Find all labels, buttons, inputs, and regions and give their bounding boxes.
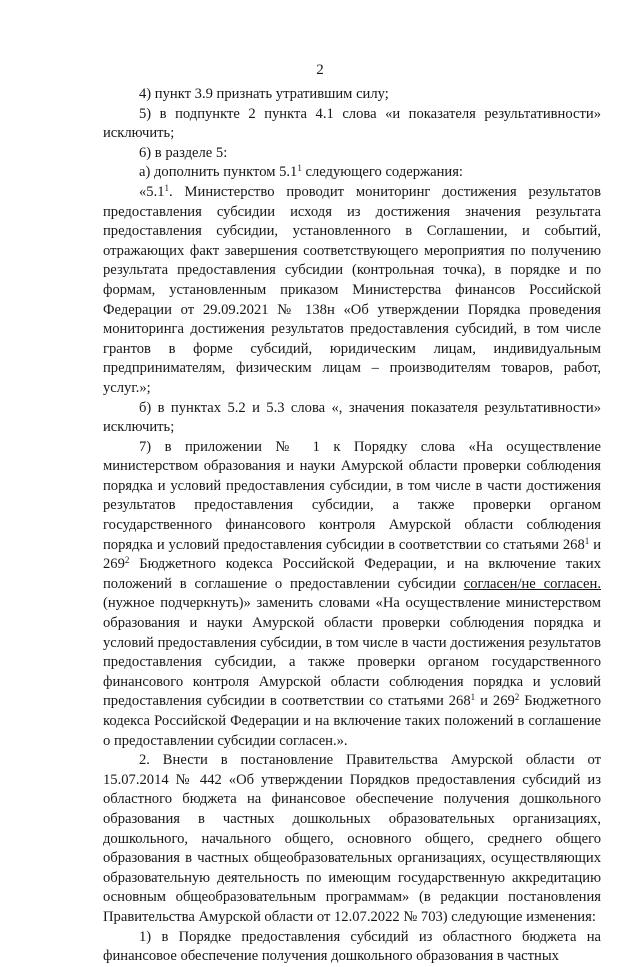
paragraph-item-7 [103,438,601,752]
page-number: 2 [316,62,324,78]
text-run: (нужное подчеркнуть)» заменить словами «На осуществление министерством образования и науки Амурской области проверки соблюдения порядка и условий предоставления субсидии, в том числе в части достижения результатов предоставления субсидии, а также проверки органом государственного финансового контроля Амурской области соблюдения порядка и условий предоставления субсидии в соответствии со статьями 268 [103,595,601,710]
text-run: а) дополнить пунктом 5.1 [139,164,298,181]
underlined-text: согласен/не согласен. [463,575,601,592]
paragraph-item-5: 5) в подпункте 2 пункта 4.1 слова «и показателя результативности» исключить; [103,105,601,142]
superscript: 2 [514,692,520,703]
text-run: 7) в приложении № 1 к Порядку слова «На осуществление министерством образования и науки Амурской области проверки соблюдения порядка и условий предоставления субсидии, в том числе в части достижения результатов предоставления субсидии, а также проверки органом государственного финансового контроля Амурской области соблюдения порядка и условий предоставления субсидии в соответствии со статьями 268 [103,438,601,553]
text-run: и 269 [475,693,515,710]
text-run: следующего содержания: [301,164,463,181]
paragraph-subitem-a [103,163,601,183]
superscript: 1 [164,182,170,193]
text-run: . Министерство проводит мониторинг достижения результатов предоставления субсидии исходя из достижения значения результата предоставления субсидии, установленного в Соглашении, и событий, отражающих факт завершения соответствующего мероприятия по получению результата предоставления субсидии (контрольная точка), в порядке и по формам, установленным приказом Министерства финансов Российской Федерации от 29.09.2021 № 138н «Об утверждении Порядка проведения мониторинга достижения результатов предоставления субсидий, в том числе грантов в форме субсидий, юридическим лицам, индивидуальным предпринимателям, физическим лицам – производителям товаров, работ, услуг.»; [103,183,601,396]
text-run: «5.1 [139,183,165,200]
superscript: 1 [584,535,590,546]
superscript: 1 [470,692,476,703]
paragraph-clause-2-item-1: 1) в Порядке предоставления субсидий из областного бюджета на финансовое обеспечение получения дошкольного образования в частных [103,928,601,965]
superscript: 2 [124,555,130,566]
text-run: и 269 [103,536,602,573]
paragraph-subitem-b: б) в пунктах 5.2 и 5.3 слова «, значения показателя результативности» исключить; [103,399,601,436]
text-run: Бюджетного кодекса Российской Федерации и на включение таких положений в соглашение о предоставлении субсидии согласен.». [103,693,601,749]
superscript: 1 [297,163,302,174]
paragraph-section-5: 6) в разделе 5: [139,144,228,161]
paragraph-item-4: 4) пункт 3.9 признать утратившим силу; [139,86,389,102]
paragraph-clause-2: 2. Внести в постановление Правительства Амурской области от 15.07.2014 № 442 «Об утверждении Порядков предоставления субсидий из областного бюджета на финансовое обеспечение получения дошкольного образования в частных дошкольных образовательных организациях, дошкольного, начального общего, основного общего, среднего общего образования в частных общеобразовательных организациях, осуществляющих образовательную деятельность по имеющим государственную аккредитацию основным общеобразовательным программам» (в редакции постановления Правительства Амурской области от 12.07.2022 № 703) следующие изменения: [103,752,601,925]
document-body [103,85,601,967]
text-run: Бюджетного кодекса Российской Федерации, и на включение таких положений в соглашение о предоставлении субсидии [103,556,601,592]
paragraph-quoted-item-5-1 [103,183,601,399]
